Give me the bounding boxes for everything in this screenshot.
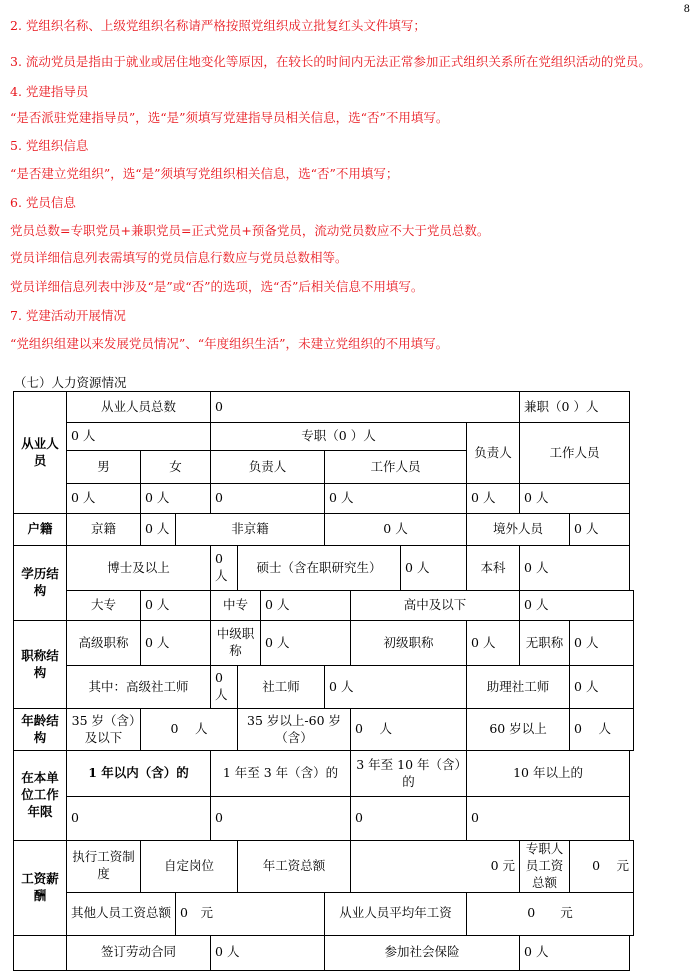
leader-label: 负责人: [211, 451, 325, 484]
male-value[interactable]: 0 人: [67, 484, 141, 514]
fulltime-salary-value[interactable]: 0 元: [570, 841, 634, 893]
note-line: “党组织组建以来发展党员情况”、“年度组织生活”，未建立党组织的不用填写。: [10, 336, 449, 351]
section-title: （七）人力资源情况: [14, 375, 127, 390]
tenure-3-10y-value[interactable]: 0: [351, 797, 467, 841]
no-title-value[interactable]: 0 人: [570, 621, 634, 666]
total-employees-label: 从业人员总数: [67, 392, 211, 423]
asst-sw-label: 助理社工师: [467, 666, 570, 709]
tenure-1y-label: 1 年以内（含）的: [67, 751, 211, 797]
nonbeijing-label: 非京籍: [176, 514, 325, 546]
note-line: 4. 党建指导员: [10, 84, 89, 99]
overseas-label: 境外人员: [467, 514, 570, 546]
senior-title-label: 高级职称: [67, 621, 141, 666]
note-line: 2. 党组织名称、上级党组织名称请严格按照党组织成立批复红头文件填写；: [10, 18, 426, 33]
annual-salary-value[interactable]: 0 元: [351, 841, 520, 893]
note-line: “是否建立党组织”，选“是”须填写党组织相关信息，选“否”不用填写；: [10, 166, 399, 181]
doctor-value[interactable]: 0 人: [211, 546, 238, 591]
pt-worker-value[interactable]: 0 人: [520, 484, 630, 514]
junior-title-value[interactable]: 0 人: [467, 621, 520, 666]
age-over60-value[interactable]: 0 人: [570, 709, 634, 751]
no-title-label: 无职称: [520, 621, 570, 666]
note-line: 党员详细信息列表中涉及“是”或“否”的选项，选“否”后相关信息不用填写。: [10, 279, 424, 294]
worker-value[interactable]: 0 人: [325, 484, 467, 514]
note-line: 党员详细信息列表需填写的党员信息行数应与党员总数相等。: [10, 250, 348, 265]
education-label: 学历结构: [14, 546, 67, 621]
contract-value[interactable]: 0 人: [211, 935, 325, 970]
salary-system-label: 执行工资制度: [67, 841, 141, 893]
secondary-value[interactable]: 0 人: [261, 591, 351, 621]
pt-leader-value[interactable]: 0 人: [467, 484, 520, 514]
bachelor-label: 本科: [467, 546, 520, 591]
salary-label: 工资薪酬: [14, 841, 67, 936]
note-line: “是否派驻党建指导员”，选“是”须填写党建指导员相关信息，选“否”不用填写。: [10, 110, 449, 125]
pt-worker-label: 工作人员: [520, 423, 630, 484]
parttime-label: 兼职（0 ）人: [520, 392, 630, 423]
others-salary-value[interactable]: 0 元: [176, 892, 325, 935]
college-value[interactable]: 0 人: [141, 591, 211, 621]
note-line: 6. 党员信息: [10, 195, 76, 210]
sw-label: 社工师: [238, 666, 325, 709]
junior-title-label: 初级职称: [351, 621, 467, 666]
household-label: 户籍: [14, 514, 67, 546]
avg-salary-value[interactable]: 0 元: [467, 892, 634, 935]
annual-salary-label: 年工资总额: [238, 841, 351, 893]
tenure-1-3y-value[interactable]: 0: [211, 797, 351, 841]
age-mid-label: 35 岁以上-60 岁（含）: [238, 709, 351, 751]
insurance-value[interactable]: 0 人: [520, 935, 630, 970]
contract-side-cell: [14, 935, 67, 970]
overseas-value[interactable]: 0 人: [570, 514, 630, 546]
note-line: 7. 党建活动开展情况: [10, 308, 126, 323]
tenure-1-3y-label: 1 年至 3 年（含）的: [211, 751, 351, 797]
male-label: 男: [67, 451, 141, 484]
tenure-10y-label: 10 年以上的: [467, 751, 630, 797]
tenure-1y-value[interactable]: 0: [67, 797, 211, 841]
sw-value[interactable]: 0 人: [325, 666, 467, 709]
female-label: 女: [141, 451, 211, 484]
highschool-value[interactable]: 0 人: [520, 591, 634, 621]
age-label: 年龄结构: [14, 709, 67, 751]
bachelor-value[interactable]: 0 人: [520, 546, 630, 591]
human-resources-table: [13, 391, 634, 971]
age-over60-label: 60 岁以上: [467, 709, 570, 751]
beijing-value[interactable]: 0 人: [141, 514, 176, 546]
age-under35-label: 35 岁（含）及以下: [67, 709, 141, 751]
others-salary-label: 其他人员工资总额: [67, 892, 176, 935]
note-line: 党员总数=专职党员+兼职党员=正式党员+预备党员，流动党员数应不大于党员总数。: [10, 223, 490, 238]
insurance-label: 参加社会保险: [325, 935, 520, 970]
master-value[interactable]: 0 人: [401, 546, 467, 591]
middle-title-label: 中级职称: [211, 621, 261, 666]
avg-salary-label: 从业人员平均年工资: [325, 892, 467, 935]
leader-value[interactable]: 0: [211, 484, 325, 514]
beijing-label: 京籍: [67, 514, 141, 546]
title-label: 职称结构: [14, 621, 67, 709]
total-persons-value[interactable]: 0 人: [67, 423, 211, 451]
total-employees-value[interactable]: 0: [211, 392, 520, 423]
note-line: 5. 党组织信息: [10, 138, 89, 153]
tenure-label: 在本单位工作年限: [14, 751, 67, 841]
page-number: 8: [683, 4, 690, 15]
senior-sw-value[interactable]: 0 人: [211, 666, 238, 709]
employment-label: 从业人员: [14, 392, 67, 514]
worker-label: 工作人员: [325, 451, 467, 484]
fulltime-salary-label: 专职人员工资总额: [520, 841, 570, 893]
tenure-10y-value[interactable]: 0: [467, 797, 630, 841]
nonbeijing-value[interactable]: 0 人: [325, 514, 467, 546]
age-mid-value[interactable]: 0 人: [351, 709, 467, 751]
asst-sw-value[interactable]: 0 人: [570, 666, 634, 709]
female-value[interactable]: 0 人: [141, 484, 211, 514]
doctor-label: 博士及以上: [67, 546, 211, 591]
middle-title-value[interactable]: 0 人: [261, 621, 351, 666]
highschool-label: 高中及以下: [351, 591, 520, 621]
master-label: 硕士（含在职研究生）: [238, 546, 401, 591]
note-line: 3. 流动党员是指由于就业或居住地变化等原因，在较长的时间内无法正常参加正式组织关系所在党组织活动的党员。: [10, 54, 651, 69]
pt-leader-label: 负责人: [467, 423, 520, 484]
tenure-3-10y-label: 3 年至 10 年（含）的: [351, 751, 467, 797]
salary-system-value[interactable]: 自定岗位: [141, 841, 238, 893]
age-under35-value[interactable]: 0 人: [141, 709, 238, 751]
senior-sw-label: 其中：高级社工师: [67, 666, 211, 709]
college-label: 大专: [67, 591, 141, 621]
fulltime-label: 专职（0 ）人: [211, 423, 467, 451]
contract-label: 签订劳动合同: [67, 935, 211, 970]
secondary-label: 中专: [211, 591, 261, 621]
senior-title-value[interactable]: 0 人: [141, 621, 211, 666]
